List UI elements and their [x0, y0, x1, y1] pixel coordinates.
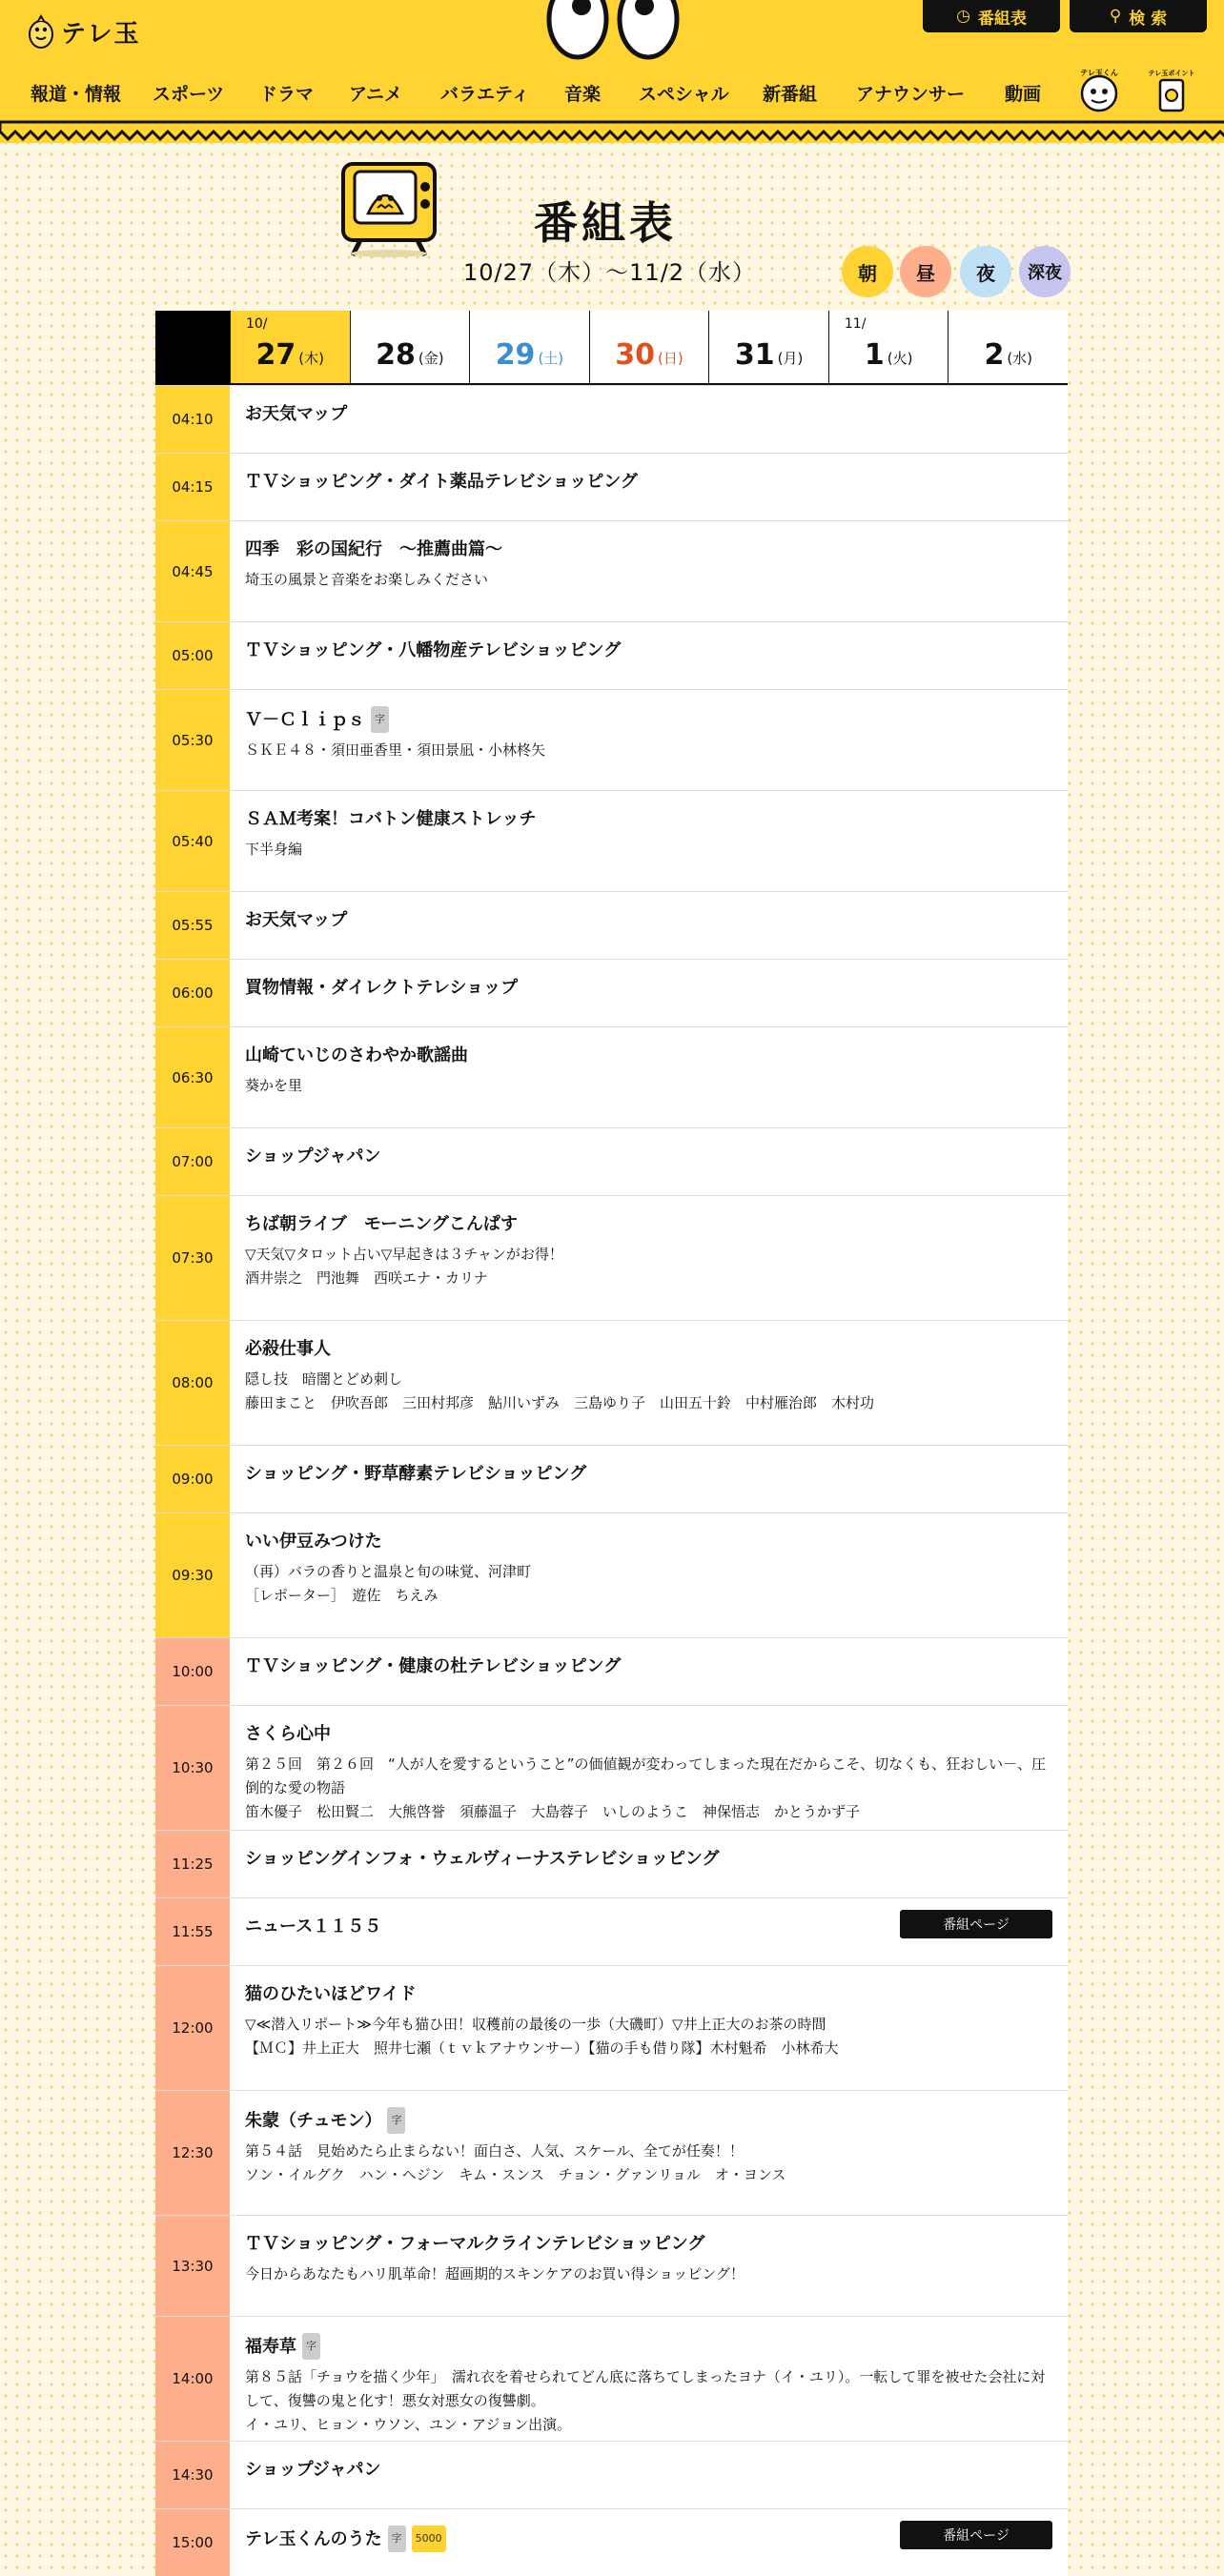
program-description	[245, 1243, 1052, 1290]
page-title: 番組表	[534, 197, 677, 249]
program-row[interactable]	[155, 2508, 1068, 2576]
program-title[interactable]	[245, 538, 1052, 562]
program-title[interactable]	[245, 1145, 1052, 1169]
program-page-button[interactable]: 番組ページ	[900, 2521, 1052, 2549]
program-description-line: ▽天気▽タロット占い▽早起きは３チャンがお得！	[245, 1246, 563, 1263]
program-cell	[230, 1321, 1068, 1445]
program-description-line: 今日からあなたもハリ肌革命！超画期的スキンケアのお買い得ショッピング！	[245, 2265, 745, 2282]
morning-button[interactable]	[842, 246, 893, 297]
day-tab-date: 30	[615, 338, 656, 372]
program-description	[245, 2013, 1052, 2060]
program-title-text: 猫のひたいほどワイド	[245, 1984, 417, 2004]
program-title[interactable]	[245, 1982, 1052, 2007]
program-row[interactable]	[155, 1195, 1068, 1320]
program-row[interactable]	[155, 1320, 1068, 1445]
program-description	[245, 1074, 1052, 1098]
program-cell	[230, 791, 1068, 891]
program-cell	[230, 2317, 1068, 2441]
program-time: 13:30	[155, 2216, 230, 2316]
program-time: 11:25	[155, 1831, 230, 1897]
program-description	[245, 1560, 1052, 1608]
noon-button[interactable]	[900, 246, 951, 297]
program-cell	[230, 2442, 1068, 2508]
program-title-text: いい伊豆みつけた	[245, 1531, 382, 1552]
program-time: 05:55	[155, 892, 230, 959]
program-description	[245, 739, 1052, 762]
program-cell	[230, 1446, 1068, 1512]
subtitle-badge: 字	[388, 2525, 406, 2552]
program-row[interactable]	[155, 1897, 1068, 1965]
site-logo[interactable]	[27, 13, 140, 50]
program-title[interactable]	[245, 1212, 1052, 1237]
program-description-line: ▽≪潜入リポート≫今年も猫ひ田！収穫前の最後の一歩（大磯町）▽井上正大のお茶の時間	[245, 2016, 826, 2033]
program-cell	[230, 1831, 1068, 1897]
program-cell	[230, 1706, 1068, 1830]
subtitle-badge: 字	[371, 706, 389, 733]
program-time: 14:30	[155, 2442, 230, 2508]
nav-new-programs[interactable]: 新番組	[763, 84, 818, 105]
program-description	[245, 1368, 1052, 1415]
program-row[interactable]	[155, 621, 1068, 689]
program-title-text: 山崎ていじのさわやか歌謡曲	[245, 1045, 468, 1065]
program-title[interactable]	[245, 2107, 1052, 2134]
program-page-button[interactable]: 番組ページ	[900, 1910, 1052, 1938]
nav-announcer[interactable]: アナウンサー	[856, 84, 966, 105]
side-icon-label-2: テレ玉ポイント	[1148, 70, 1195, 77]
program-row[interactable]	[155, 1445, 1068, 1512]
program-title-text: ＳＡＭ考案！コバトン健康ストレッチ	[245, 809, 537, 829]
program-time: 06:00	[155, 960, 230, 1026]
schedule-button[interactable]	[923, 0, 1060, 32]
schedule-button-label: 番組表	[977, 9, 1027, 29]
program-title[interactable]	[245, 2333, 1052, 2360]
program-time: 04:45	[155, 521, 230, 621]
program-row[interactable]	[155, 1637, 1068, 1705]
program-cell	[230, 521, 1068, 621]
program-row[interactable]	[155, 453, 1068, 520]
program-time: 14:00	[155, 2317, 230, 2441]
program-title-text: 買物情報・ダイレクトテレショップ	[245, 978, 519, 998]
side-icon-label-1: テレ玉くん	[1080, 69, 1118, 77]
day-tab-weekday: (日)	[658, 350, 683, 367]
program-row[interactable]	[155, 385, 1068, 453]
night-label: 夜	[976, 261, 995, 285]
program-description-line: （再）バラの香りと温泉と旬の味覚、河津町	[245, 1563, 532, 1580]
program-cell	[230, 1638, 1068, 1705]
program-row[interactable]	[155, 2090, 1068, 2215]
nav-variety[interactable]: バラエティ	[440, 84, 530, 105]
program-title-text: 必殺仕事人	[245, 1339, 331, 1359]
program-title-text: ＴＶショッピング・八幡物産テレビショッピング	[245, 640, 622, 660]
program-title-text: ＴＶショッピング・ダイト薬品テレビショッピング	[245, 472, 638, 492]
program-time: 04:10	[155, 386, 230, 453]
program-time: 15:00	[155, 2509, 230, 2576]
day-tab-31[interactable]	[709, 311, 828, 383]
day-tab-date: 29	[495, 338, 536, 372]
day-tab-weekday: (月)	[777, 350, 804, 367]
mascot-eyes-icon	[541, 0, 684, 63]
mascot-logo-icon	[27, 13, 55, 50]
program-time: 09:30	[155, 1513, 230, 1637]
program-time: 05:30	[155, 690, 230, 790]
program-title[interactable]	[245, 1530, 1052, 1554]
program-time: 12:30	[155, 2091, 230, 2215]
day-tab-30[interactable]	[590, 311, 709, 383]
day-tabs	[155, 311, 1068, 385]
program-cell	[230, 1898, 1068, 1965]
program-description-line: ［レポーター］ 遊佐 ちえみ	[245, 1587, 439, 1604]
day-tab-date: 28	[376, 338, 416, 372]
program-title-text: 朱蒙（チュモン）	[245, 2111, 382, 2131]
program-title-text: ニュース１１５５	[245, 1917, 382, 1937]
program-title-text: ＴＶショッピング・健康の杜テレビショッピング	[245, 1656, 622, 1676]
program-title-text: 福寿草	[245, 2337, 296, 2357]
program-time: 11:55	[155, 1898, 230, 1965]
day-tab-date: 2	[984, 338, 1005, 372]
program-description-line: 隠し技 暗闇とどめ刺し	[245, 1370, 403, 1388]
program-cell	[230, 1513, 1068, 1637]
program-description	[245, 1753, 1052, 1824]
program-title[interactable]	[245, 2458, 1052, 2483]
program-description	[245, 838, 1052, 862]
program-title[interactable]	[245, 1044, 1052, 1068]
program-title-text: ショップジャパン	[245, 2460, 381, 2480]
program-time: 10:30	[155, 1706, 230, 1830]
program-description-line: ＳＫＥ４８・須田亜香里・須田景凪・小林柊矢	[245, 741, 546, 759]
program-list	[155, 385, 1068, 2576]
day-tab-27[interactable]	[231, 311, 350, 383]
program-row[interactable]	[155, 689, 1068, 790]
nav-sports[interactable]: スポーツ	[153, 84, 225, 105]
program-row[interactable]	[155, 2441, 1068, 2508]
subtitle-badge: 字	[302, 2333, 320, 2360]
day-tab-28[interactable]	[351, 311, 470, 383]
program-title[interactable]	[245, 807, 1052, 832]
program-title-text: ＴＶショッピング・フォーマルクラインテレビショッピング	[245, 2234, 705, 2254]
program-cell	[230, 454, 1068, 520]
program-title-text: 四季 彩の国紀行 ～推薦曲篇～	[245, 539, 502, 559]
program-description-line: 第５４話 見始めたら止まらない！面白さ、人気、スケール、全てが任奏！！	[245, 2142, 744, 2160]
program-title[interactable]	[245, 1847, 1052, 1872]
program-title[interactable]	[245, 2232, 1052, 2257]
program-row[interactable]	[155, 1512, 1068, 1637]
program-row[interactable]	[155, 1965, 1068, 2090]
program-time: 10:00	[155, 1638, 230, 1705]
program-title-text: さくら心中	[245, 1724, 331, 1744]
program-title[interactable]	[245, 908, 1052, 933]
program-cell	[230, 622, 1068, 689]
late-night-button[interactable]	[1019, 246, 1071, 297]
search-button[interactable]	[1070, 0, 1207, 32]
program-title[interactable]	[245, 706, 1052, 733]
program-title-text: お天気マップ	[245, 404, 348, 424]
program-time: 05:40	[155, 791, 230, 891]
program-description-line: イ・ユリ、ヒョン・ウソン、ユン・アジョン出演。	[245, 2416, 572, 2433]
nav-video[interactable]: 動画	[1005, 84, 1042, 105]
point-card-icon	[1148, 67, 1195, 114]
program-description-line: 酒井崇之 門池舞 西咲エナ・カリナ	[245, 1269, 488, 1287]
program-row[interactable]	[155, 520, 1068, 621]
day-tab-29[interactable]	[470, 311, 589, 383]
program-description	[245, 2140, 1052, 2187]
program-schedule	[155, 311, 1068, 2551]
nav-special[interactable]: スペシャル	[639, 84, 729, 105]
day-tab-weekday: (土)	[538, 350, 564, 367]
clock-icon: ◷	[956, 7, 970, 26]
day-tab-month: 10/	[245, 316, 268, 332]
program-description-line: 藤田まこと 伊吹吾郎 三田村邦彦 鮎川いずみ 三島ゆり子 山田五十鈴 中村雁治郎 木村功	[245, 1394, 875, 1411]
search-button-label: 検 索	[1129, 9, 1168, 29]
date-range: 10/27（木）〜11/2（水）	[463, 259, 757, 286]
program-cell	[230, 960, 1068, 1026]
day-tab-date: 27	[255, 338, 296, 372]
day-tab-2[interactable]	[949, 311, 1068, 383]
program-cell	[230, 2509, 1068, 2576]
program-title-text: ショップジャパン	[245, 1146, 381, 1166]
program-description	[245, 568, 1052, 592]
program-description-line: 第８５話「チョウを描く少年」 濡れ衣を着せられてどん底に落ちてしまったヨナ（イ・ユリ）。一転して罪を被せた会社に対して、復讐の鬼と化す！悪女対悪女の復讐劇。	[245, 2368, 1046, 2409]
program-title[interactable]	[245, 1722, 1052, 1747]
search-icon: ⚲	[1109, 7, 1122, 26]
day-tab-weekday: (水)	[1007, 350, 1033, 367]
program-cell	[230, 1128, 1068, 1195]
program-cell	[230, 2216, 1068, 2316]
program-title[interactable]	[245, 402, 1052, 427]
program-title[interactable]	[245, 1654, 1052, 1679]
day-tab-weekday: (木)	[298, 350, 324, 367]
program-time: 04:15	[155, 454, 230, 520]
program-title-text: Ｖ－Ｃｌｉｐｓ	[245, 710, 365, 730]
program-cell	[230, 1196, 1068, 1320]
program-time: 09:00	[155, 1446, 230, 1512]
mascot-badge-icon	[1075, 67, 1123, 114]
day-tab-1[interactable]	[829, 311, 949, 383]
program-time: 05:00	[155, 622, 230, 689]
program-row[interactable]	[155, 891, 1068, 959]
nav-drama[interactable]: ドラマ	[259, 84, 315, 105]
program-cell	[230, 2091, 1068, 2215]
program-title-text: ショッピング・野草酵素テレビショッピング	[245, 1464, 587, 1484]
site-header	[0, 0, 1224, 143]
program-title[interactable]	[245, 976, 1052, 1001]
subtitle-badge: 字	[387, 2107, 405, 2134]
program-cell	[230, 1966, 1068, 2090]
program-row[interactable]	[155, 959, 1068, 1026]
program-time: 12:00	[155, 1966, 230, 2090]
program-cell	[230, 892, 1068, 959]
program-description-line: 第２５回 第２６回 “人が人を愛するということ”の価値観が変わってしまった現在だからこそ、切なくも、狂おしい－、圧倒的な愛の物語	[245, 1755, 1047, 1796]
teletama-kun-button[interactable]	[1075, 67, 1123, 114]
program-description-line: 笛木優子 松田賢二 大熊啓誉 須藤温子 大島蓉子 いしのようこ 神保悟志 かとうかず子	[245, 1803, 861, 1820]
program-row[interactable]	[155, 1127, 1068, 1195]
program-title[interactable]	[245, 1462, 1052, 1487]
program-title-text: テレ玉くんのうた	[245, 2529, 382, 2549]
day-tab-date: 1	[864, 338, 885, 372]
program-row[interactable]	[155, 790, 1068, 891]
day-tab-weekday: (金)	[418, 350, 444, 367]
program-time: 07:30	[155, 1196, 230, 1320]
program-time: 06:30	[155, 1027, 230, 1127]
late-night-label: 深夜	[1028, 263, 1062, 283]
program-title-text: ちば朝ライブ モーニングこんぱす	[245, 1214, 518, 1234]
teletama-point-button[interactable]	[1148, 67, 1195, 114]
main-nav	[31, 80, 1062, 106]
day-tab-month: 11/	[844, 316, 867, 332]
program-row[interactable]	[155, 1705, 1068, 1830]
program-row[interactable]	[155, 1026, 1068, 1127]
morning-label: 朝	[858, 261, 877, 285]
program-time: 07:00	[155, 1128, 230, 1195]
program-description-line: 下半身編	[245, 841, 303, 858]
nav-music[interactable]: 音楽	[564, 84, 602, 105]
program-title[interactable]	[245, 639, 1052, 663]
program-cell	[230, 386, 1068, 453]
night-button[interactable]	[960, 246, 1011, 297]
header-zigzag-edge	[0, 122, 1224, 145]
program-description-line: 【ＭＣ】井上正大 照井七瀬（ｔｖｋアナウンサー）【猫の手も借り隊】木村魁希 小林希大	[245, 2039, 839, 2057]
tv-mascot-icon	[336, 158, 442, 257]
day-tab-weekday: (火)	[887, 350, 913, 367]
program-row[interactable]	[155, 1830, 1068, 1897]
program-time: 08:00	[155, 1321, 230, 1445]
program-description	[245, 2262, 1052, 2286]
program-title[interactable]	[245, 470, 1052, 495]
program-description-line: 葵かを里	[245, 1077, 303, 1094]
points-badge: 5000	[412, 2525, 446, 2552]
nav-anime[interactable]: アニメ	[349, 84, 403, 105]
program-title-text: お天気マップ	[245, 910, 348, 930]
program-title[interactable]	[245, 1337, 1052, 1362]
nav-news[interactable]: 報道・情報	[31, 84, 122, 105]
program-cell	[230, 690, 1068, 790]
program-description-line: ソン・イルグク ハン・ヘジン キム・スンス チョン・グァンリョル オ・ヨンス	[245, 2166, 786, 2183]
noon-label: 昼	[916, 261, 935, 285]
logo-text: テレ玉	[61, 19, 141, 49]
program-description	[245, 2365, 1052, 2437]
day-tab-date: 31	[734, 338, 775, 372]
program-cell	[230, 1027, 1068, 1127]
program-row[interactable]	[155, 2215, 1068, 2316]
program-row[interactable]	[155, 2316, 1068, 2441]
program-title-text: ショッピングインフォ・ウェルヴィーナステレビショッピング	[245, 1849, 720, 1869]
day-tabs-corner	[155, 311, 230, 385]
program-description-line: 埼玉の風景と音楽をお楽しみください	[245, 571, 489, 588]
